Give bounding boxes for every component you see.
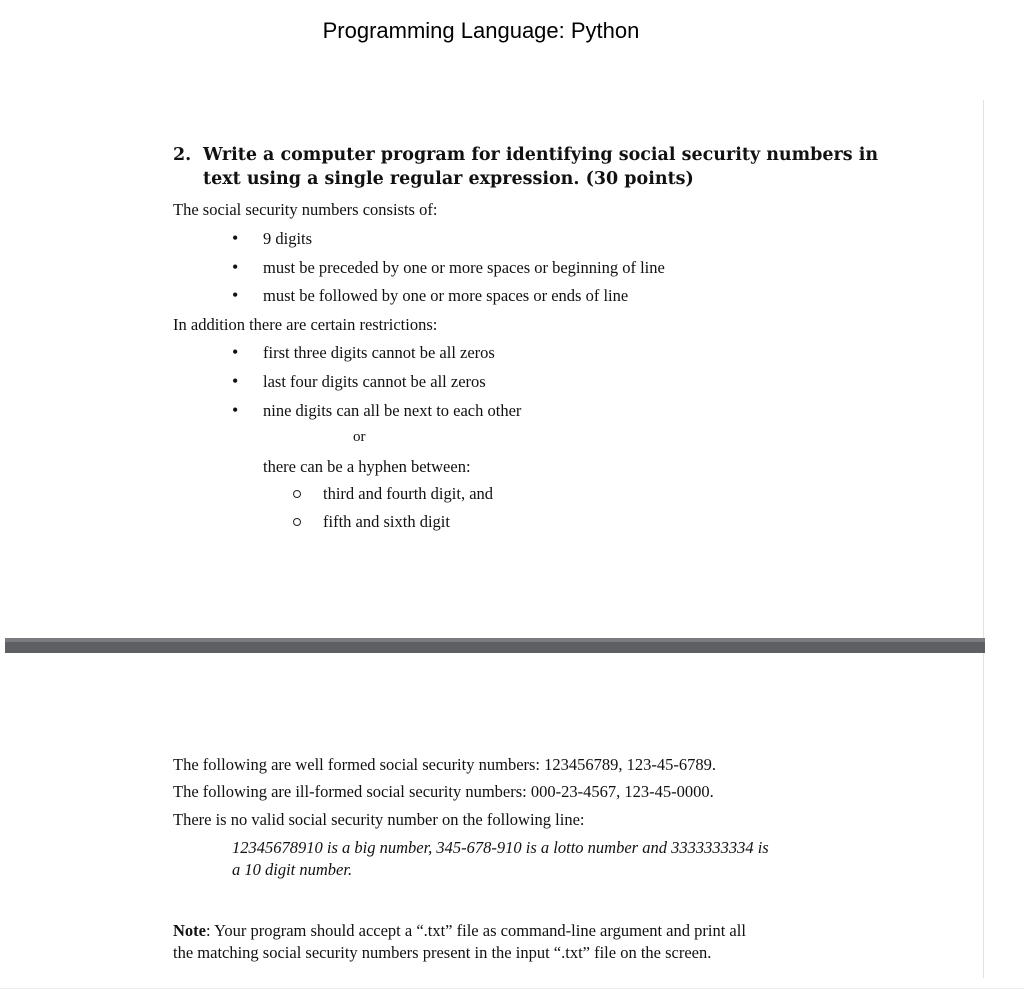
page-edge-top [983,100,984,638]
page-separator-bar [5,638,985,653]
question-title [173,143,893,191]
restriction-item: first three digits cannot be all zeros [263,343,495,362]
bullet-icon: • [232,371,239,391]
restriction-item: nine digits can all be next to each other [263,401,522,420]
requirement-item: must be preceded by one or more spaces or beginning of line [263,258,665,277]
requirement-item: 9 digits [263,229,313,248]
or-text: or [353,429,366,445]
bottom-divider [0,988,1024,989]
page-edge-bottom [983,653,984,978]
circle-bullet-icon [293,490,301,498]
page-header-title: Programming Language: Python [322,18,640,43]
sample-line-1: 12345678910 is a big number, 345-678-910 is a lotto number and 3333333334 is [232,838,769,857]
circle-bullet-icon [293,518,301,526]
bullet-icon: • [232,257,239,277]
note-label: Note [173,921,206,940]
bullet-icon: • [232,285,239,305]
hyphen-intro: there can be a hyphen between: [263,457,471,476]
ssn-intro: The social security numbers consists of: [173,200,438,219]
question-number: 2. [173,145,192,165]
hyphen-position-item: third and fourth digit, and [323,484,494,503]
note-text-1: : Your program should accept a “.txt” file as command-line argument and print all [205,921,746,940]
note-line-2: the matching social security numbers present in the input “.txt” file on the screen. [173,943,712,962]
question-title-text: Write a computer program for identifying social security numbers in text using a single regular expression. (30 points) [203,145,879,189]
sample-line-2: a 10 digit number. [232,860,353,879]
hyphen-position-item: fifth and sixth digit [323,512,450,531]
restrictions-intro: In addition there are certain restrictions: [173,315,438,334]
restriction-item: last four digits cannot be all zeros [263,372,486,391]
ill-formed-examples: The following are ill-formed social security numbers: 000-23-4567, 123-45-0000. [173,782,714,801]
bullet-icon: • [232,228,239,248]
bullet-icon: • [232,400,239,420]
note-line-1 [173,921,746,941]
requirement-item: must be followed by one or more spaces or ends of line [263,286,629,305]
bullet-icon: • [232,342,239,362]
no-valid-text: There is no valid social security number on the following line: [173,810,585,829]
well-formed-examples: The following are well formed social security numbers: 123456789, 123-45-6789. [173,755,717,774]
